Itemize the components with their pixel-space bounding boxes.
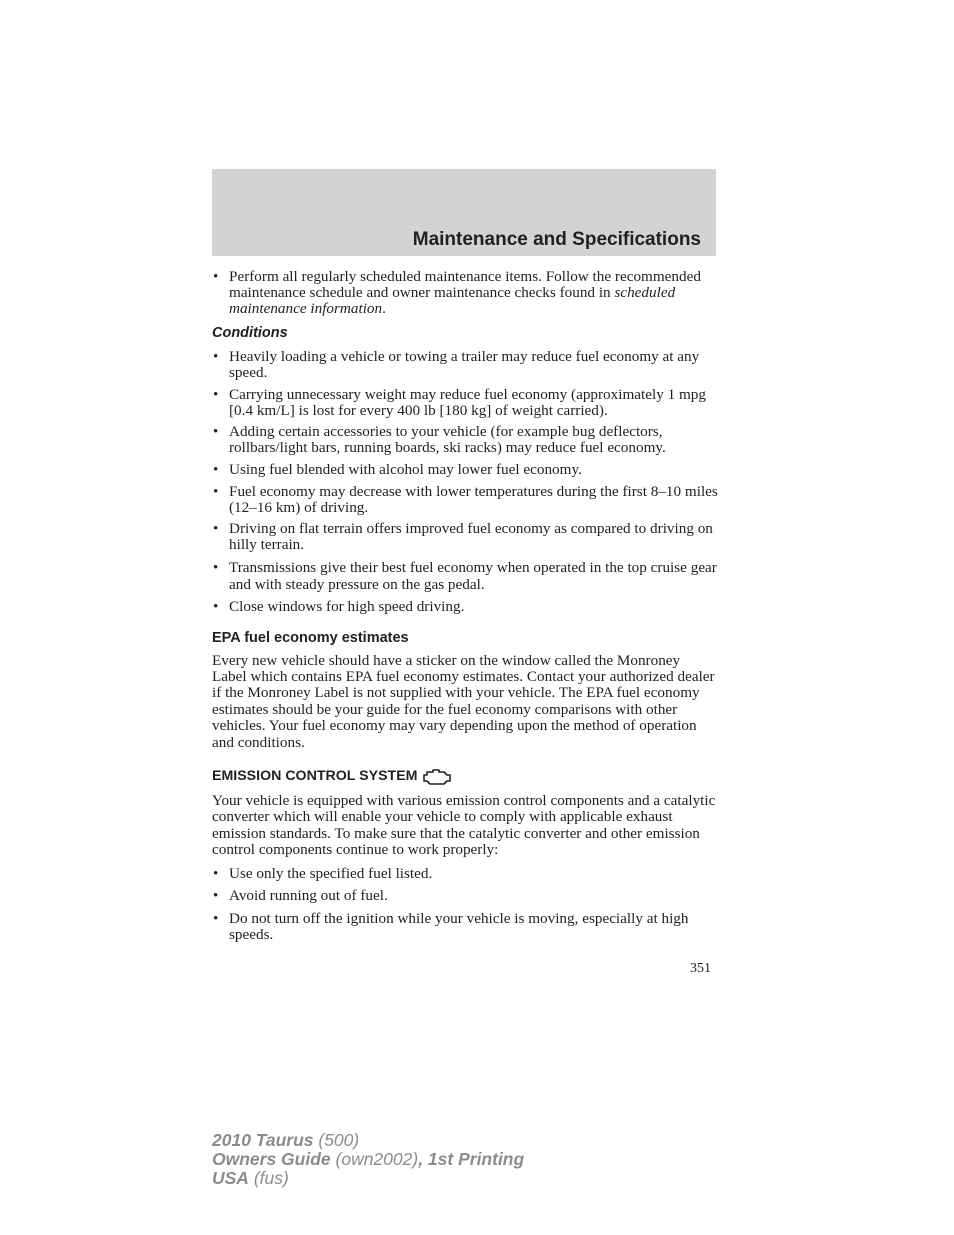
emission-heading-text: EMISSION CONTROL SYSTEM <box>212 768 418 785</box>
list-item <box>212 269 718 316</box>
conditions-heading: Conditions <box>212 325 288 342</box>
epa-body: Every new vehicle should have a sticker on the window called the Monroney Label which contains EPA fuel economy estimates. Contact your authorized dealer if the Monroney Label is not supplied with your vehicle. The EPA fuel economy estimates should be your guide for the fuel economy comparisons with other vehicles. Your fuel economy may vary depending upon the method of operation and conditions. <box>212 651 715 751</box>
footer-printing: , 1st Printing <box>418 1149 525 1169</box>
intro-end: . <box>382 299 386 317</box>
footer-line-3 <box>212 1169 524 1188</box>
emission-heading <box>212 767 718 787</box>
footer-market-code: (fus) <box>248 1168 289 1188</box>
list-item: • Fuel economy may decrease with lower temperatures during the first 8–10 miles (12–16 km) of driving. <box>212 484 718 516</box>
footer-market: USA <box>212 1168 249 1188</box>
list-item: • Do not turn off the ignition while your vehicle is moving, especially at high speeds. <box>212 911 718 943</box>
list-item: • Driving on flat terrain offers improved fuel economy as compared to driving on hilly terrain. <box>212 521 718 553</box>
page-number: 351 <box>690 961 711 976</box>
list-item: • Close windows for high speed driving. <box>212 599 718 615</box>
list-item: • Use only the specified fuel listed. <box>212 866 718 882</box>
section-title: Maintenance and Specifications <box>412 229 701 250</box>
list-item: • Transmissions give their best fuel economy when operated in the top cruise gear and with steady pressure on the gas pedal. <box>212 559 718 593</box>
list-item: • Avoid running out of fuel. <box>212 888 718 904</box>
footer-guide: Owners Guide <box>212 1149 331 1169</box>
intro-italic-ref: scheduled maintenance information <box>229 283 676 317</box>
footer-model-code: (500) <box>313 1130 360 1150</box>
header-band <box>212 169 716 256</box>
emission-body: Your vehicle is equipped with various emission control components and a catalytic converter which will enable your vehicle to comply with applicable exhaust emission standards. To make sure that the catalytic converter and other emission control components continue to work properly: <box>212 791 716 859</box>
list-item: • Using fuel blended with alcohol may lower fuel economy. <box>212 462 718 478</box>
emission-list <box>212 866 718 943</box>
list-item: • Carrying unnecessary weight may reduce fuel economy (approximately 1 mpg [0.4 km/L] is lost for every 400 lb [180 kg] of weight carried). <box>212 387 718 419</box>
list-item: • Heavily loading a vehicle or towing a trailer may reduce fuel economy at any speed. <box>212 349 718 381</box>
list-item: • Adding certain accessories to your vehicle (for example bug deflectors, rollbars/light bars, running boards, ski racks) may reduce fuel economy. <box>212 424 718 456</box>
intro-list <box>212 269 718 316</box>
page-content <box>212 269 718 949</box>
conditions-list <box>212 349 718 615</box>
footer-guide-code: (own2002) <box>330 1149 419 1169</box>
engine-icon <box>422 767 452 787</box>
footer-line-2 <box>212 1150 524 1169</box>
footer <box>212 1131 524 1188</box>
footer-line-1 <box>212 1131 524 1150</box>
epa-heading: EPA fuel economy estimates <box>212 629 409 646</box>
intro-text: Perform all regularly scheduled maintenance items. Follow the recommended maintenance schedule and owner maintenance checks found in <box>229 268 701 301</box>
footer-model: 2010 Taurus <box>212 1130 314 1150</box>
